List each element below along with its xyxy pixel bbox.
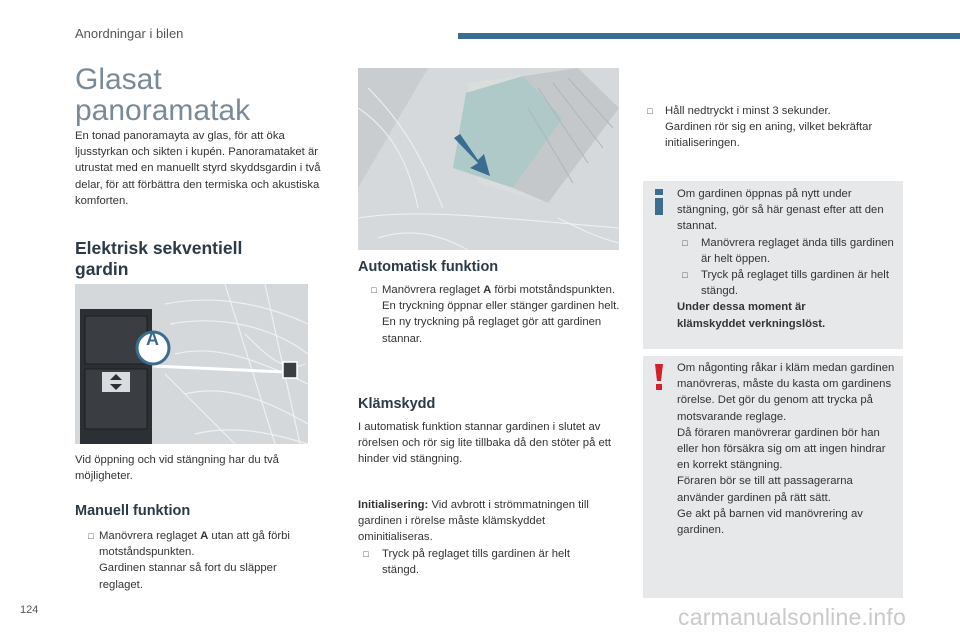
pinch-protection-text: I automatisk funktion stannar gardinen i slutet av rörelsen och rör sig lite tillbaka då den stöter på ett hinder vid stängning.: [358, 421, 612, 466]
control-label-a: A: [146, 329, 159, 349]
page-number: 124: [20, 604, 39, 616]
manual-bullet-1: [85, 528, 320, 593]
warning-paragraph-4: Ge akt på barnen vid manövrering av gardinen.: [677, 507, 863, 537]
warning-exclamation-icon: [652, 364, 666, 390]
watermark: carmanualsonline.info: [678, 604, 906, 630]
automatic-bullet-text-b: förbi motståndspunkten.: [491, 284, 615, 296]
checkbox-bullet-icon: □: [647, 106, 653, 116]
automatic-function-heading: Automatisk funktion: [358, 259, 499, 275]
roof-drawing: [358, 68, 619, 250]
warning-paragraph-1: Om någonting råkar i kläm medan gardinen manövreras, måste du kasta om gardinens rörelse. Det gör du genom att trycka på motsvarande reglage.: [677, 362, 895, 423]
section-header: Anordningar i bilen: [75, 26, 184, 41]
info-box: [643, 181, 903, 349]
warning-paragraph-2: Då föraren manövrerar gardinen bör han eller hon försäkra sig om att ingen hindrar en korrekt stängning.: [677, 426, 886, 472]
roof-curtain-illustration: [358, 68, 619, 250]
operation-text: Vid öppning och vid stängning har du två möjligheter.: [75, 454, 279, 483]
automatic-bullet-1: [368, 282, 622, 347]
init-bullet-1-text: Tryck på reglaget tills gardinen är helt stängd.: [382, 548, 570, 577]
manual-bullet-text-b: utan att gå förbi motståndspunkten.: [99, 530, 290, 559]
checkbox-bullet-icon: □: [682, 237, 688, 248]
page-title: Glasat panoramatak: [75, 63, 251, 127]
init-bullet-2-line2: Gardinen rör sig en aning, vilket bekräftar initialiseringen.: [665, 121, 873, 150]
init-bullet-2-text: Håll nedtryckt i minst 3 sekunder.: [665, 105, 831, 117]
checkbox-bullet-icon: □: [88, 531, 94, 541]
initialisation-label: Initialisering:: [358, 499, 429, 511]
warning-box: [643, 356, 903, 598]
pinch-protection-heading: Klämskydd: [358, 396, 436, 412]
warning-paragraph-3: Föraren bör se till att passagerarna använder gardinen på rätt sätt.: [677, 475, 853, 504]
manual-bullet-bold: A: [200, 530, 209, 542]
info-bullet-1: [677, 235, 895, 267]
automatic-line-2: En tryckning öppnar eller stänger gardinen helt.: [382, 300, 620, 313]
info-icon: [652, 189, 666, 215]
info-bold-text: Under dessa moment är klämskyddet verkningslöst.: [677, 301, 826, 330]
info-text: Om gardinen öppnas på nytt under stängning, gör så här genast efter att den stannat.: [677, 188, 884, 233]
control-switch-illustration: [75, 284, 308, 444]
info-bullet-2-text: Tryck på reglaget tills gardinen är helt stängd.: [701, 269, 889, 298]
checkbox-bullet-icon: □: [363, 549, 369, 559]
init-bullet-2: [643, 103, 903, 152]
header-accent-bar: [458, 33, 960, 39]
automatic-bullet-text-a: Manövrera reglaget: [382, 284, 484, 296]
manual-function-heading: Manuell funktion: [75, 503, 191, 519]
checkbox-bullet-icon: □: [682, 270, 688, 281]
switch-drawing: [75, 284, 308, 444]
initialisation-body: Vid avbrott i strömmatningen till gardinen i rörelse måste klämskyddet ominitialiseras.: [358, 499, 589, 544]
electric-curtain-heading: Elektrisk sekventiell gardin: [75, 238, 243, 279]
checkbox-bullet-icon: □: [371, 285, 377, 295]
initialisation-text: [358, 497, 610, 546]
intro-text: En tonad panoramayta av glas, för att öka ljusstyrkan och sikten i kupén. Panoramataket är utrustat med en manuellt styrd skyddsgardin i två delar, för att förbättra den termiska och akustiska komforten.: [75, 130, 321, 207]
info-bullet-2: [677, 267, 895, 299]
init-bullet-1: [358, 546, 608, 578]
info-bullet-1-text: Manövrera reglaget ända tills gardinen är helt öppen.: [701, 236, 894, 265]
manual-bullet-line2: Gardinen stannar så fort du släpper reglaget.: [99, 562, 277, 591]
manual-bullet-text-a: Manövrera reglaget: [99, 530, 201, 542]
automatic-line-3: En ny tryckning på reglaget gör att gardinen stannar.: [382, 316, 602, 345]
automatic-bullet-bold: A: [483, 284, 492, 296]
